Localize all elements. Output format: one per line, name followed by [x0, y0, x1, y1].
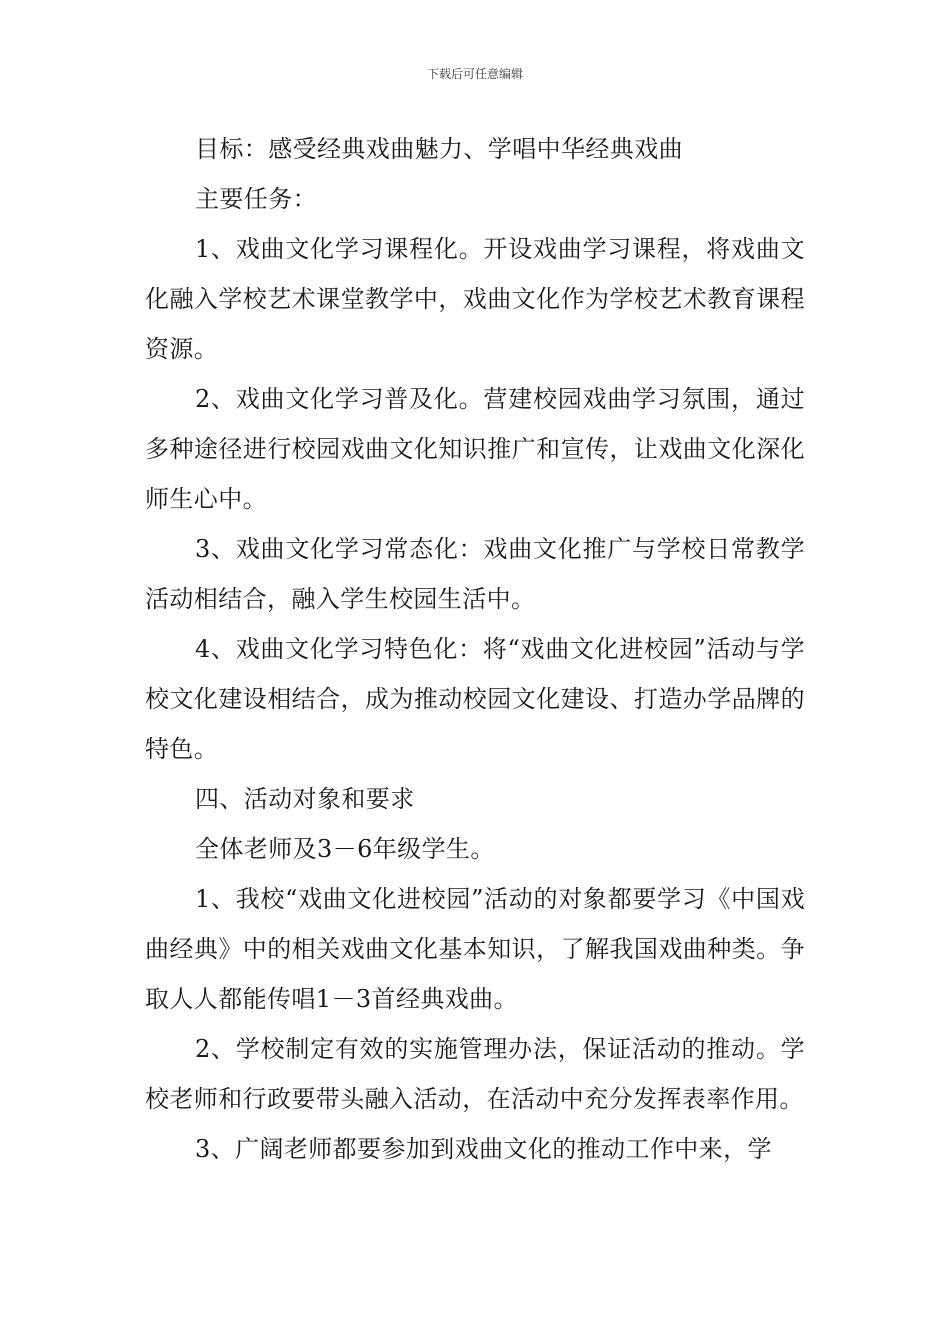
paragraph-requirement-3: 3、广阔老师都要参加到戏曲文化的推动工作中来，学: [195, 1135, 772, 1163]
paragraph-task-3: 3、戏曲文化学习常态化：戏曲文化推广与学校日常教学活动相结合，融入学生校园生活中。: [145, 535, 805, 613]
paragraph-goal: 目标：感受经典戏曲魅力、学唱中华经典戏曲: [195, 135, 683, 163]
page-header: 下载后可任意编辑: [426, 67, 523, 81]
section-heading-targets-requirements: 四、活动对象和要求: [195, 785, 415, 813]
paragraph-task-2: 2、戏曲文化学习普及化。营建校园戏曲学习氛围，通过多种途径进行校园戏曲文化知识推广和宣传，让戏曲文化深化师生心中。: [145, 385, 805, 513]
paragraph-requirement-2: 2、学校制定有效的实施管理办法，保证活动的推动。学校老师和行政要带头融入活动，在活动中充分发挥表率作用。: [145, 1035, 805, 1113]
paragraph-requirement-1: 1、我校“戏曲文化进校园”活动的对象都要学习《中国戏曲经典》中的相关戏曲文化基本知识，了解我国戏曲种类。争取人人都能传唱1－3首经典戏曲。: [145, 885, 805, 1013]
paragraph-main-tasks-heading: 主要任务：: [195, 185, 317, 213]
paragraph-participants: 全体老师及3－6年级学生。: [195, 835, 495, 863]
paragraph-task-1: 1、戏曲文化学习课程化。开设戏曲学习课程，将戏曲文化融入学校艺术课堂教学中，戏曲文化作为学校艺术教育课程资源。: [145, 235, 805, 363]
document-body: [145, 124, 805, 1174]
paragraph-task-4: 4、戏曲文化学习特色化：将“戏曲文化进校园”活动与学校文化建设相结合，成为推动校园文化建设、打造办学品牌的特色。: [145, 635, 805, 763]
